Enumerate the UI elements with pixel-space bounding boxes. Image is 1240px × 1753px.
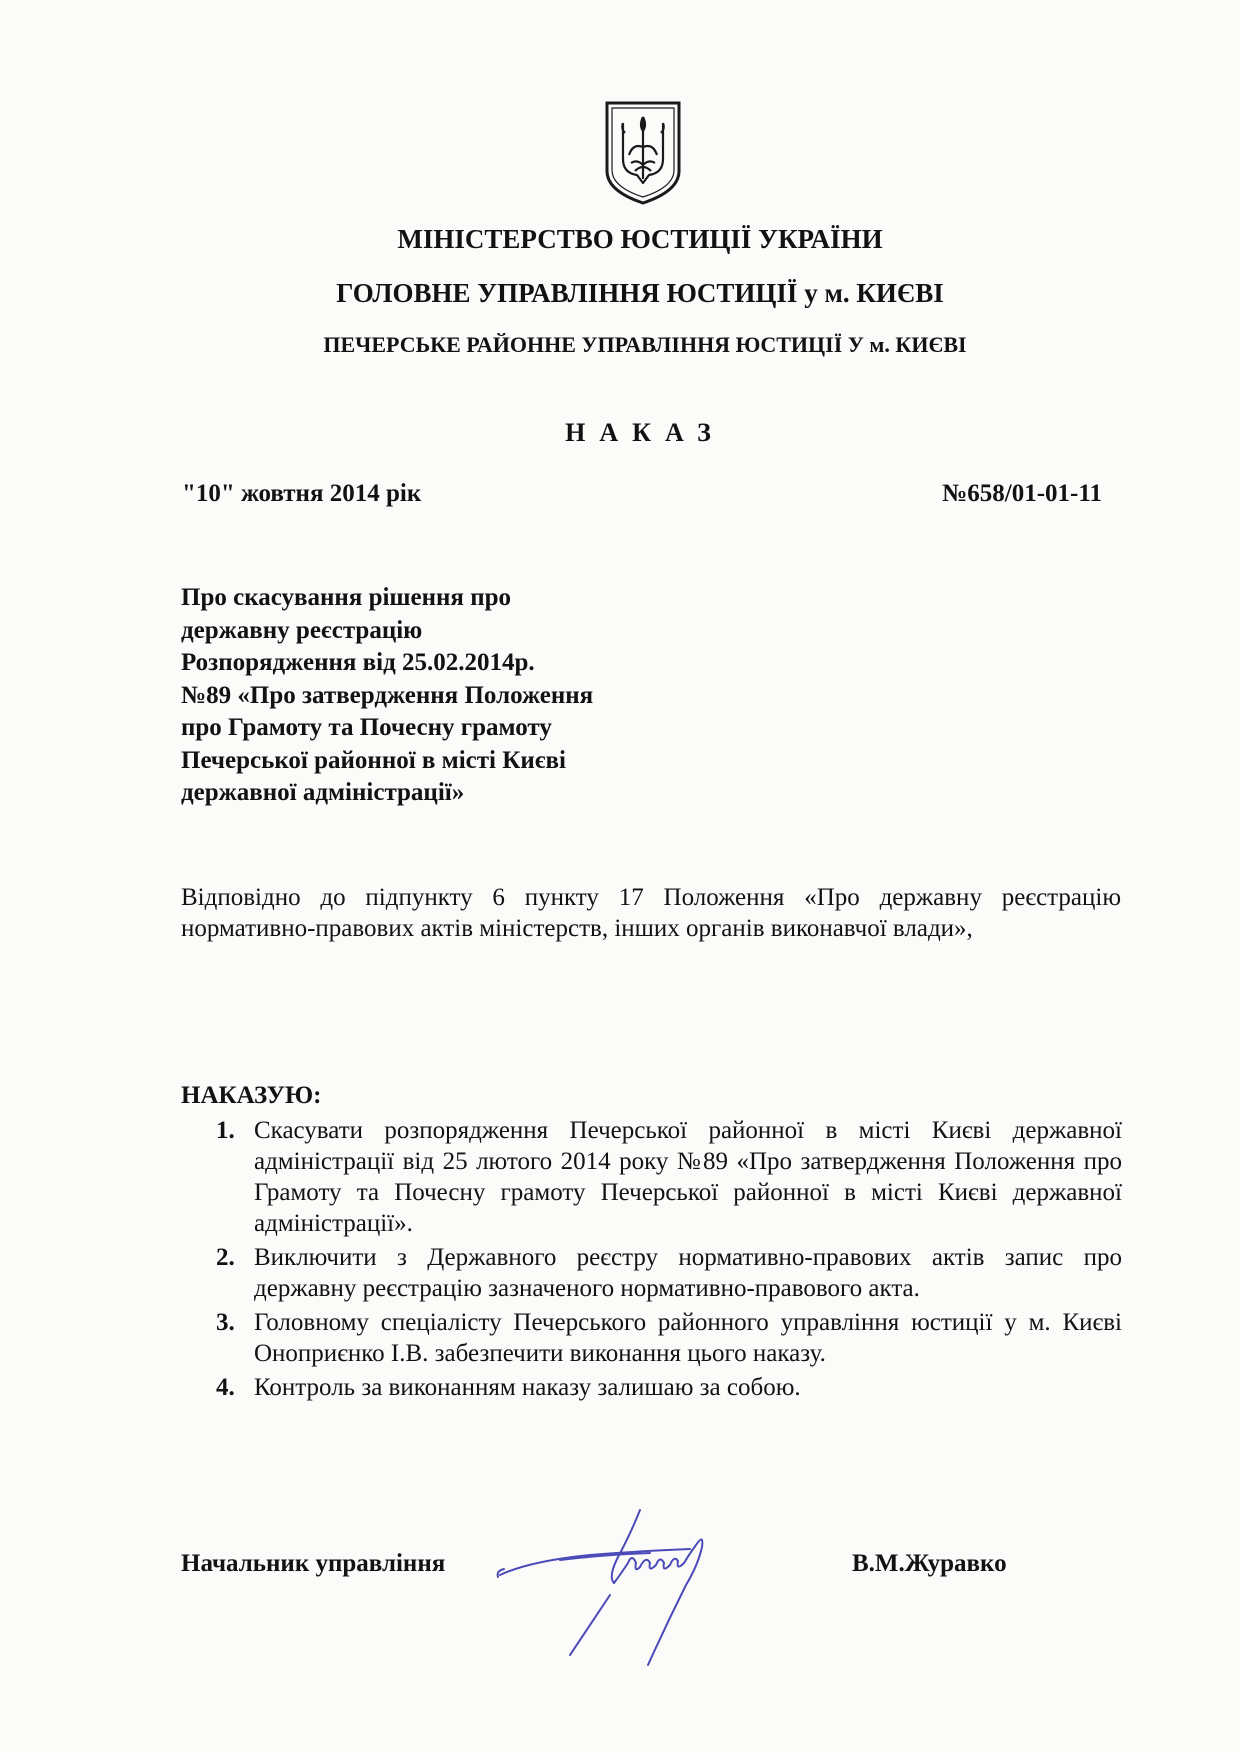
decree-item (212, 1115, 1122, 1239)
subject-line: державну реєстрацію (181, 616, 423, 644)
decree-item-text: Головному спеціалісту Печерського районного управління юстиції у м. Києві Оноприєнко І.В. забезпечити виконання цього наказу. (254, 1309, 1122, 1367)
decree-item-text: Скасувати розпорядження Печерської районної в місті Києві державної адміністрації від 25 лютого 2014 року №89 «Про затвердження Положення про Грамоту та Почесну грамоту Печерської районної в місті Києві державної адміністрації». (254, 1117, 1122, 1237)
subject-line: №89 «Про затвердження Положення (181, 681, 594, 709)
coat-of-arms-trident-icon (603, 99, 683, 207)
decree-item-number: 2. (216, 1244, 235, 1271)
subject-line: Розпорядження від 25.02.2014р. (181, 649, 535, 676)
order-number: №658/01-01-11 (942, 480, 1102, 507)
order-title: НАКАЗ (565, 418, 725, 447)
signatory-position: Начальник управління (181, 1550, 446, 1577)
ministry-name: МІНІСТЕРСТВО ЮСТИЦІЇ УКРАЇНИ (397, 224, 883, 254)
legal-basis-paragraph: Відповідно до підпункту 6 пункту 17 Положення «Про державну реєстрацію нормативно-правових актів міністерств, інших органів виконавчої влади», (181, 884, 1121, 942)
decree-item-number: 4. (216, 1374, 235, 1401)
subject-line: Печерської районної в місті Києві (181, 746, 566, 774)
decree-item (212, 1307, 1122, 1369)
subject-line: Про скасування рішення про (181, 584, 512, 611)
main-department-name: ГОЛОВНЕ УПРАВЛІННЯ ЮСТИЦІЇ у м. КИЄВІ (336, 278, 944, 308)
order-date: "10" жовтня 2014 рік (182, 480, 422, 507)
decree-item-number: 1. (216, 1117, 235, 1144)
subject-line: про Грамоту та Почесну грамоту (181, 714, 552, 741)
decree-item-text: Виключити з Державного реєстру нормативно-правових актів запис про державну реєстрацію зазначеного нормативно-правового акта. (254, 1244, 1122, 1302)
decree-list (212, 1115, 1122, 1406)
decree-item-text: Контроль за виконанням наказу залишаю за собою. (254, 1374, 801, 1401)
decree-heading: НАКАЗУЮ: (181, 1082, 322, 1109)
decree-item (212, 1242, 1122, 1304)
district-department-name: ПЕЧЕРСЬКЕ РАЙОННЕ УПРАВЛІННЯ ЮСТИЦІЇ У м. КИЄВІ (323, 332, 967, 357)
subject-line: державної адміністрації» (181, 779, 465, 806)
handwritten-signature (490, 1505, 770, 1685)
order-subject (181, 582, 741, 810)
signatory-name: В.М.Журавко (852, 1550, 1007, 1577)
decree-item-number: 3. (216, 1309, 235, 1336)
decree-item (212, 1372, 1122, 1403)
